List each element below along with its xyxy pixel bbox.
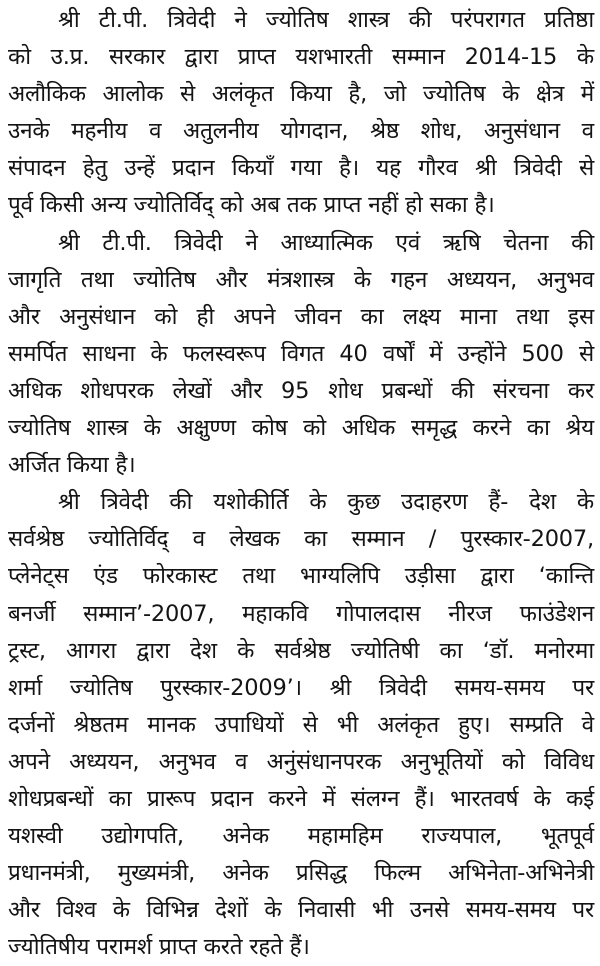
text-line: श्री त्रिवेदी की यशोकीर्ति के कुछ उदाहरण हैं- देश के [58,489,594,516]
paragraph-yashbharti-award [8,2,594,225]
text-line: अर्जित किया है। [8,452,136,479]
text-line: अपने अध्ययन, अनुभव व अनुंसंधानपरक अनुभूतियों को विविध [8,748,594,775]
text-line: शर्मा ज्योतिष पुरस्कार-2009’। श्री त्रिवेदी समय-समय पर [8,674,594,701]
text-line: अलौकिक आलोक से अलंकृत किया है, जो ज्योतिष के क्षेत्र में [8,81,594,108]
text-line: श्री टी.पी. त्रिवेदी ने आध्यात्मिक एवं ऋषि चेतना की [58,229,594,256]
text-line: संपादन हेतु उन्हें प्रदान कियाँ गया है। यह गौरव श्री त्रिवेदी से [8,155,594,182]
text-line: यशस्वी उद्योगपति, अनेक महामहिम राज्यपाल, भूतपूर्व [8,823,594,850]
text-line: दर्जनों श्रेष्ठतम मानक उपाधियों से भी अलंकृत हुए। सम्प्रति वे [8,711,594,738]
text-line: पूर्व किसी अन्य ज्योतिर्विद् को अब तक प्राप्त नहीं हो सका है। [8,192,495,219]
text-line: ज्योतिषीय परामर्श प्राप्त करते रहते हैं। [8,934,310,961]
text-line: जागृति तथा ज्योतिष और मंत्रशास्त्र के गहन अध्ययन, अनुभव [8,266,594,293]
text-line: श्री टी.पी. त्रिवेदी ने ज्योतिष शास्त्र की परंपरागत प्रतिष्ठा [58,7,594,33]
text-line: प्लेनेट्स एंड फोरकास्ट तथा भाग्यलिपि उड़ीसा द्वारा ‘कान्ति [8,563,594,590]
text-line: ट्रस्ट, आगरा द्वारा देश के सर्वश्रेष्ठ ज्योतिषी का ‘डॉ. मनोरमा [8,637,594,664]
text-line: ज्योतिष शास्त्र के अक्षुण्ण कोष को अधिक समृद्ध करने का श्रेय [8,415,594,442]
text-line: शोधप्रबन्धों का प्रारूप प्रदान करने में संलग्न हैं। भारतवर्ष के कई [8,785,594,812]
text-line: उनके महनीय व अतुलनीय योगदान, श्रेष्ठ शोध, अनुसंधान व [8,118,594,145]
text-line: अधिक शोधपरक लेखों और 95 शोध प्रबन्धों की संरचना कर [8,377,594,404]
text-line: बनर्जी सम्मान’-2007, महाकवि गोपालदास नीरज फाउंडेशन [8,600,594,627]
text-line: को उ.प्र. सरकार द्वारा प्राप्त यशभारती सम्मान 2014-15 के [8,44,594,71]
paragraph-research-work [8,225,594,485]
text-line: और विश्व के विभिन्न देशों के निवासी भी उनसे समय-समय पर [8,897,594,924]
paragraph-honours-list [8,484,594,966]
text-line: सर्वश्रेष्ठ ज्योतिर्विद् व लेखक का सम्मान / पुरस्कार-2007, [8,526,594,553]
document-page [8,2,594,966]
text-line: समर्पित साधना के फलस्वरूप विगत 40 वर्षों में उन्होंने 500 से [8,340,594,367]
text-line: प्रधानमंत्री, मुख्यमंत्री, अनेक प्रसिद्ध फिल्म अभिनेता-अभिनेत्री [8,860,594,887]
text-line: और अनुसंधान को ही अपने जीवन का लक्ष्य माना तथा इस [8,303,594,330]
